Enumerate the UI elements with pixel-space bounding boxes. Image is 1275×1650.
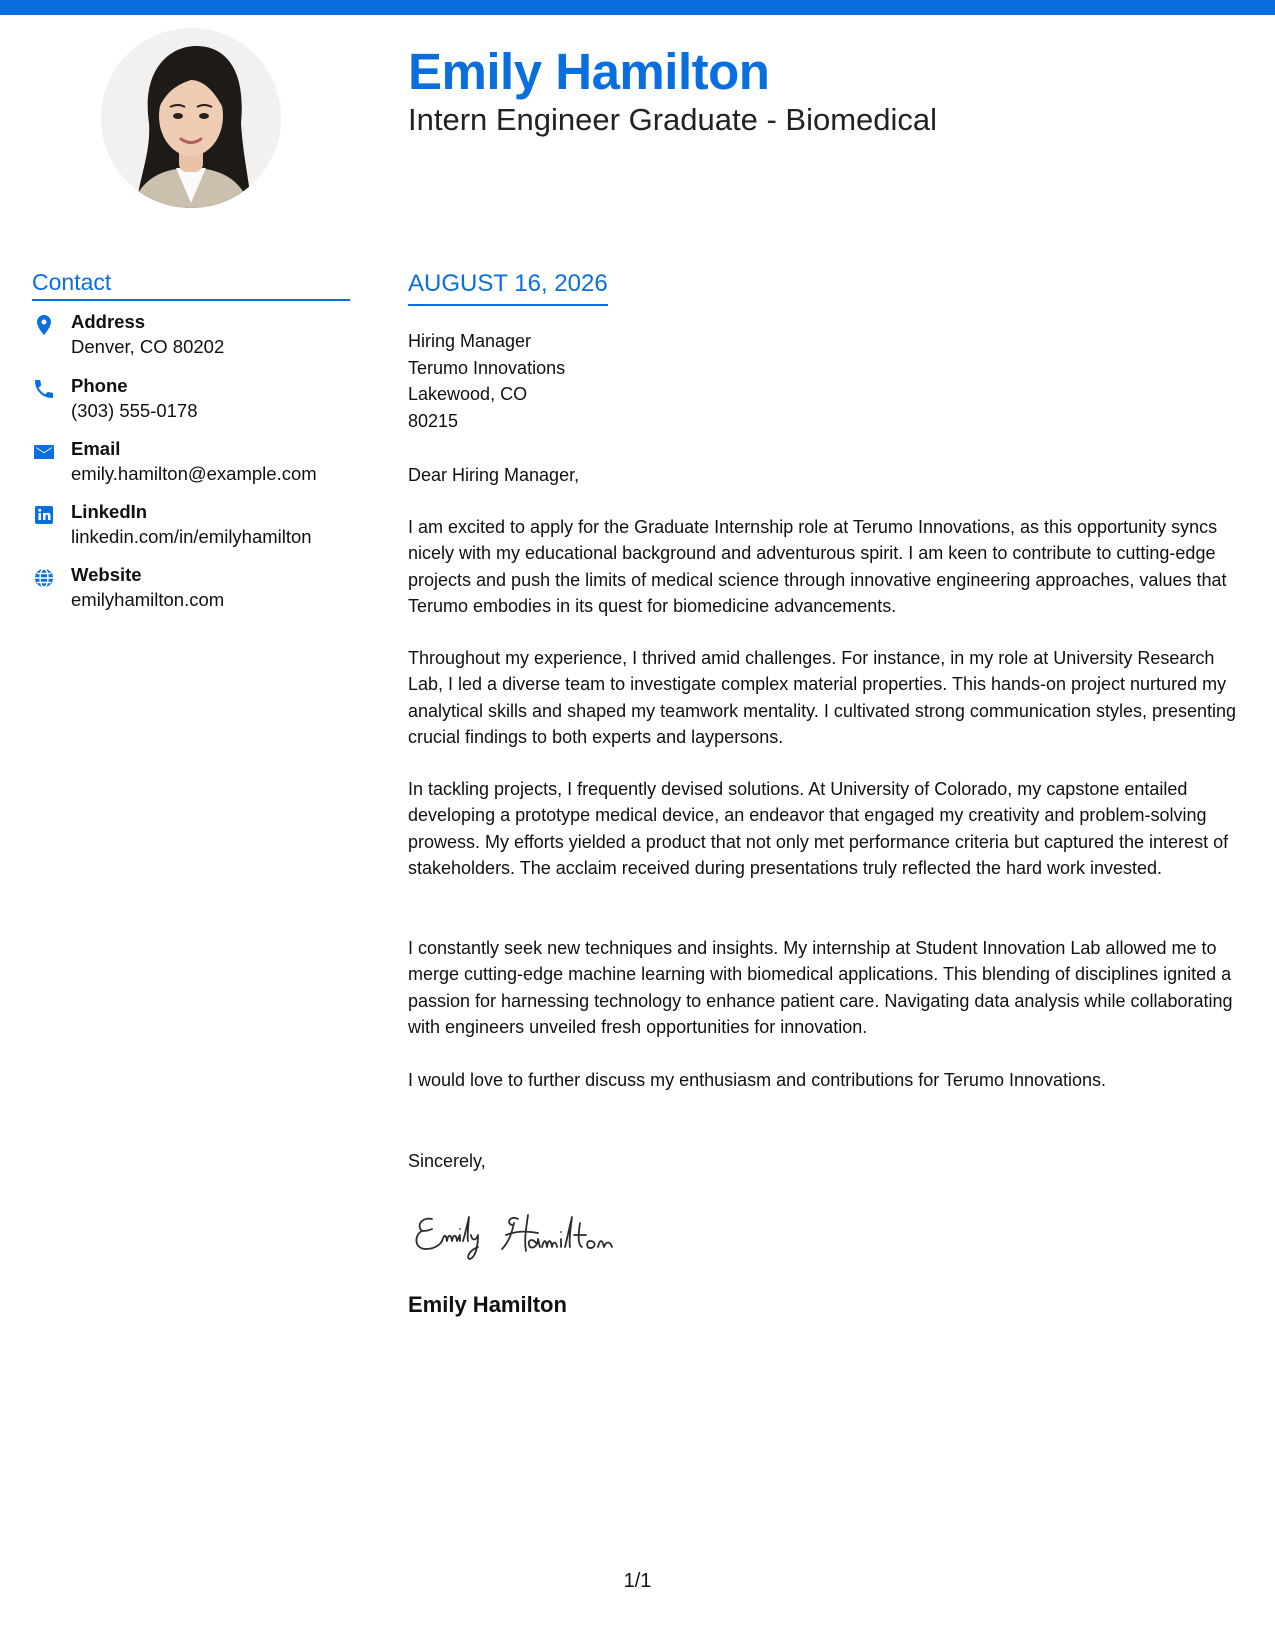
contact-label: Address: [71, 311, 146, 332]
salutation: Dear Hiring Manager,: [408, 465, 580, 485]
contact-label: LinkedIn: [71, 501, 148, 522]
body-paragraph: I constantly seek new techniques and insights. My internship at Student Innovation Lab allowed me to merge cutting-edge machine learning with biomedical applications. This blending of disciplines ignited a passion for harnessing technology to enhance patient care. Navigating data analysis while collaborating with engineers unveiled fresh opportunities for innovation.: [408, 938, 1233, 1037]
location-pin-icon: [32, 313, 56, 337]
page-number: 1/1: [623, 1570, 652, 1592]
candidate-name: Emily Hamilton: [408, 43, 770, 100]
profile-photo: [101, 28, 281, 208]
recipient-block: [408, 328, 565, 434]
recipient-line: Hiring Manager: [408, 331, 532, 351]
handwritten-signature: [410, 1205, 670, 1265]
letter-date: AUGUST 16, 2026: [408, 270, 608, 306]
body-paragraph: I am excited to apply for the Graduate Internship role at Terumo Innovations, as this opportunity syncs nicely with my educational background and adventurous spirit. I am keen to contribute to cutting-edge projects and push the limits of medical science through innovative engineering approaches, values that Terumo embodies in its quest for biomedicine advancements.: [408, 517, 1227, 616]
body-paragraph: Throughout my experience, I thrived amid challenges. For instance, in my role at University Research Lab, I led a diverse team to investigate complex material properties. This hands-on project nurtured my analytical skills and shaped my teamwork mentality. I cultivated strong communication styles, presenting crucial findings to both experts and laypersons.: [408, 648, 1237, 747]
closing: Sincerely,: [408, 1151, 486, 1171]
contact-label: Phone: [71, 375, 128, 396]
body-paragraph: In tackling projects, I frequently devised solutions. At University of Colorado, my capstone entailed developing a prototype medical device, an endeavor that engaged my creativity and problem-solving prowess. My efforts yielded a product that not only met performance criteria but captured the interest of stakeholders. The acclaim received during presentations truly reflected the hard work invested.: [408, 779, 1229, 878]
recipient-line: Terumo Innovations: [408, 357, 566, 378]
envelope-icon: [32, 440, 56, 464]
globe-icon: [32, 566, 56, 590]
job-title: Intern Engineer Graduate - Biomedical: [408, 102, 938, 137]
address-value: Denver, CO 80202: [71, 336, 225, 357]
contact-label: Website: [71, 564, 142, 585]
email-value[interactable]: emily.hamilton@example.com: [71, 463, 317, 484]
website-value[interactable]: emilyhamilton.com: [71, 589, 225, 610]
linkedin-icon: [32, 503, 56, 527]
recipient-line: 80215: [408, 410, 459, 431]
recipient-line: Lakewood, CO: [408, 384, 528, 404]
phone-value[interactable]: (303) 555-0178: [71, 400, 198, 421]
contact-heading: Contact: [32, 268, 350, 301]
linkedin-value[interactable]: linkedin.com/in/emilyhamilton: [71, 526, 312, 547]
top-accent-bar: [0, 0, 1275, 15]
body-paragraph: I would love to further discuss my enthusiasm and contributions for Terumo Innovations.: [408, 1070, 1107, 1090]
contact-label: Email: [71, 438, 121, 459]
signer-name: Emily Hamilton: [408, 1292, 567, 1317]
phone-icon: [32, 377, 56, 401]
